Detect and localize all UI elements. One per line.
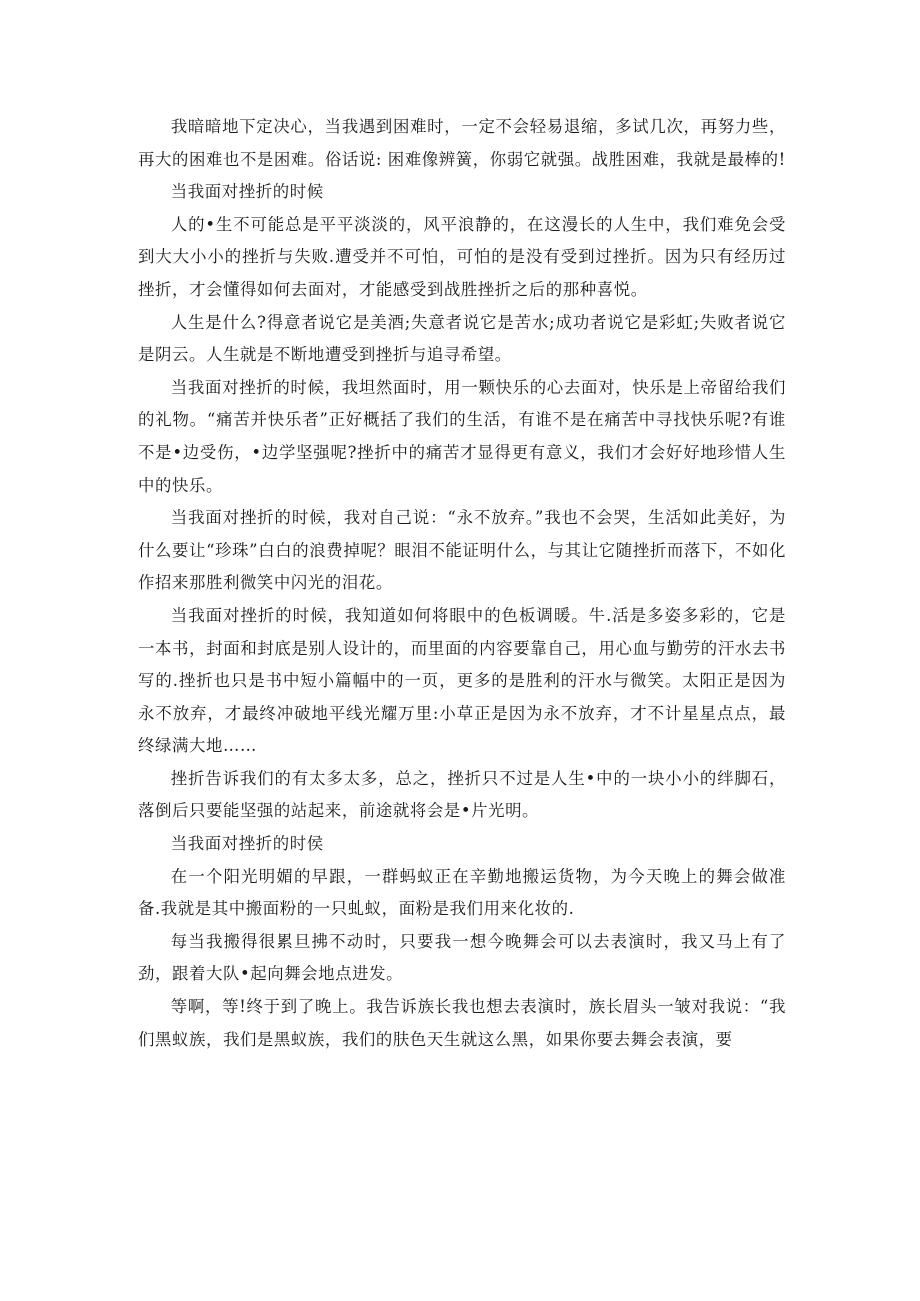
paragraph: 我暗暗地下定决心，当我遇到困难时，一定不会轻易退缩，多试几次，再努力些，再大的困难也不是困难。俗话说: 困难像辨簧，你弱它就强。战胜困难，我就是最棒的! [138,117,786,169]
paragraph: 人生是什么?得意者说它是美酒;失意者说它是苦水;成功者说它是彩虹;失败者说它是阴云。人生就是不断地遭受到挫折与追寻希望。 [138,312,786,365]
section-heading: 当我面对挫折的时侯 [170,834,324,854]
paragraph: 当我面对挫折的时候，我坦然面时，用一颗快乐的心去面对，快乐是上帝留给我们的礼物。“痛苦并快乐者”正好概括了我们的生活，有谁不是在痛苦中寻找快乐呢?有谁不是•边受伤，•边学坚强呢?挫折中的痛苦才显得更有意义，我们才会好好地珍惜人生中的快乐。 [138,377,786,495]
section-heading: 当我面对挫折的时候 [170,182,324,202]
paragraph: 每当我搬得很累旦拂不动时，只要我一想今晚舞会可以去表演时，我又马上有了劲，跟着大队•起向舞会地点进发。 [138,931,786,984]
paragraph: 在一个阳光明媚的早跟，一群蚂蚁正在辛勤地搬运货物，为今天晚上的舞会做准备.我就是其中搬面粉的一只虬蚁，面粉是我们用来化妆的. [138,866,786,919]
paragraph: 挫折告诉我们的有太多太多，总之，挫折只不过是人生•中的一块小小的绊脚石，落倒后只要能坚强的站起来，前途就将会是•片光明。 [138,768,786,821]
document-body [138,111,786,1056]
paragraph: 当我面对挫折的时候，我知道如何将眼中的色板调暖。牛.活是多姿多彩的，它是一本书，封面和封底是别人设计的，而里面的内容要靠自己，用心血与勤劳的汗水去书写的.挫折也只是书中短小篇幅中的一页，更多的是胜利的汗水与微笑。太阳正是因为永不放弃，才最终冲破地平线光耀万里:小草正是因为永不放弃，才不计星星点点，最终绿满大地…… [138,605,786,756]
paragraph: 人的•生不可能总是平平淡淡的，风平浪静的，在这漫长的人生中，我们难免会受到大大小小的挫折与失败.遭受并不可怕，可怕的是没有受到过挫折。因为只有经历过挫折，才会懂得如何去面对，才能感受到战胜挫折之后的那种喜悦。 [138,214,786,299]
paragraph: 等啊，等!终于到了晚上。我告诉族长我也想去表演时，族长眉头一皱对我说：“我们黑蚁族，我们是黑蚁族，我们的肤色天生就这么黑，如果你要去舞会表演，要 [138,997,786,1049]
paragraph: 当我面对挫折的时候，我对自己说：“永不放弃。”我也不会哭，生活如此美好，为什么要让“珍珠”白白的浪费掉呢？眼泪不能证明什么，与其让它随挫折而落下，不如化作招来那胜利微笑中闪光的泪花。 [138,508,786,593]
